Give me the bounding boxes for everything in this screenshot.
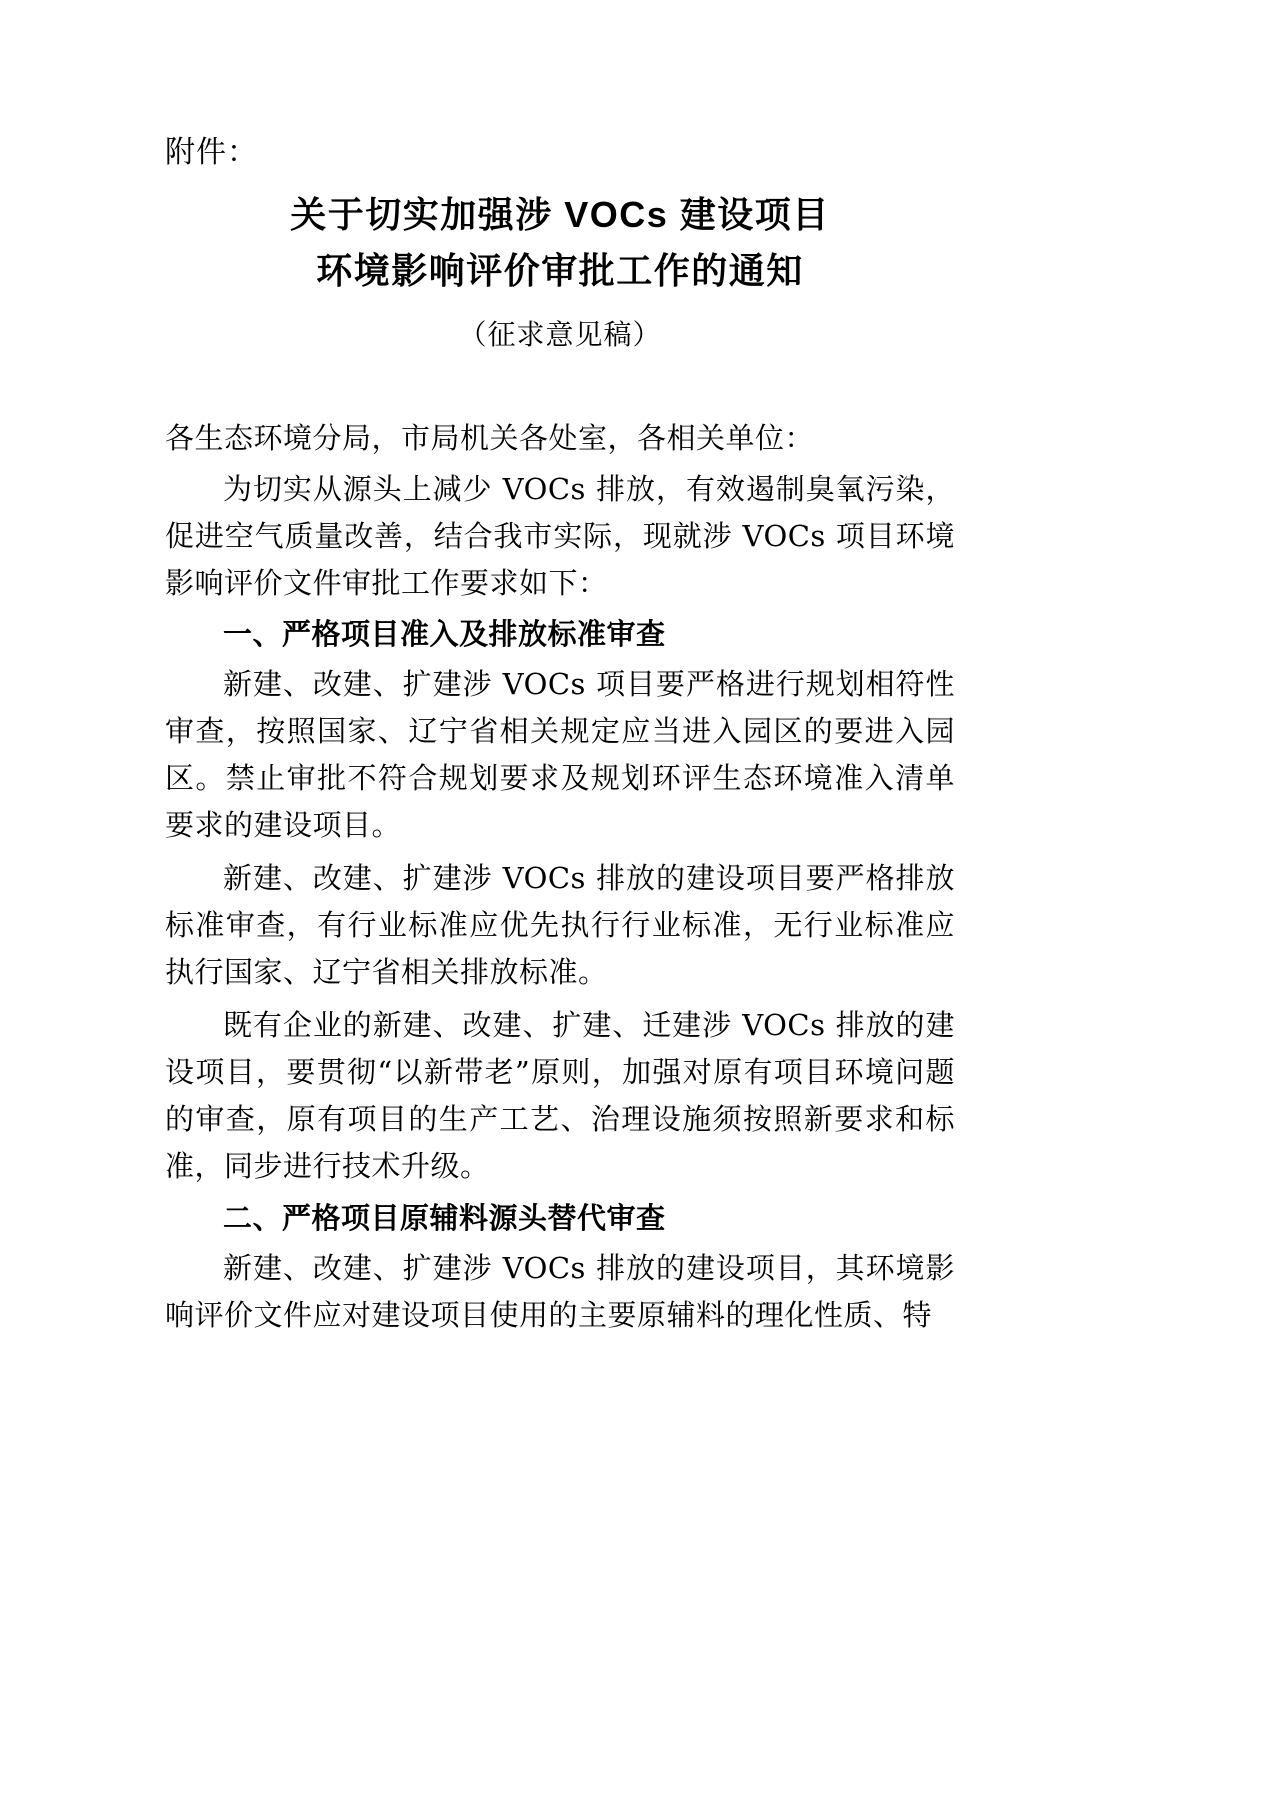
heading-section-two: 二、严格项目原辅料源头替代审查 [223,1203,666,1236]
document-subtitle: （征求意见稿） [458,317,662,351]
salutation: 各生态环境分局，市局机关各处室，各相关单位： [165,420,815,455]
document-content [165,130,955,1345]
attachment-label: 附件： [165,135,258,170]
paragraph-1-3: 既有企业的新建、改建、扩建、迁建涉 VOCs 排放的建设项目，要贯彻“以新带老”原则，加强对原有项目环境问题的审查，原有项目的生产工艺、治理设施须按照新要求和标准，同步进行技术升级。 [165,1008,955,1184]
title-line-2: 环境影响评价审批工作的通知 [316,249,804,291]
paragraph-intro: 为切实从源头上减少 VOCs 排放，有效遏制臭氧污染，促进空气质量改善，结合我市实际，现就涉 VOCs 项目环境影响评价文件审批工作要求如下： [165,471,955,600]
title-line-1: 关于切实加强涉 VOCs 建设项目 [290,194,830,235]
paragraph-1-2: 新建、改建、扩建涉 VOCs 排放的建设项目要严格排放标准审查，有行业标准应优先执行行业标准，无行业标准应执行国家、辽宁省相关排放标准。 [165,861,955,990]
document-title [165,187,955,299]
document-body [165,415,955,1339]
heading-section-one: 一、严格项目准入及排放标准审查 [223,619,666,652]
paragraph-1-1: 新建、改建、扩建涉 VOCs 项目要严格进行规划相符性审查，按照国家、辽宁省相关规定应当进入园区的要进入园区。禁止审批不符合规划要求及规划环评生态环境准入清单要求的建设项目。 [165,667,955,843]
paragraph-2-1: 新建、改建、扩建涉 VOCs 排放的建设项目，其环境影响评价文件应对建设项目使用的主要原辅料的理化性质、特 [165,1251,955,1333]
